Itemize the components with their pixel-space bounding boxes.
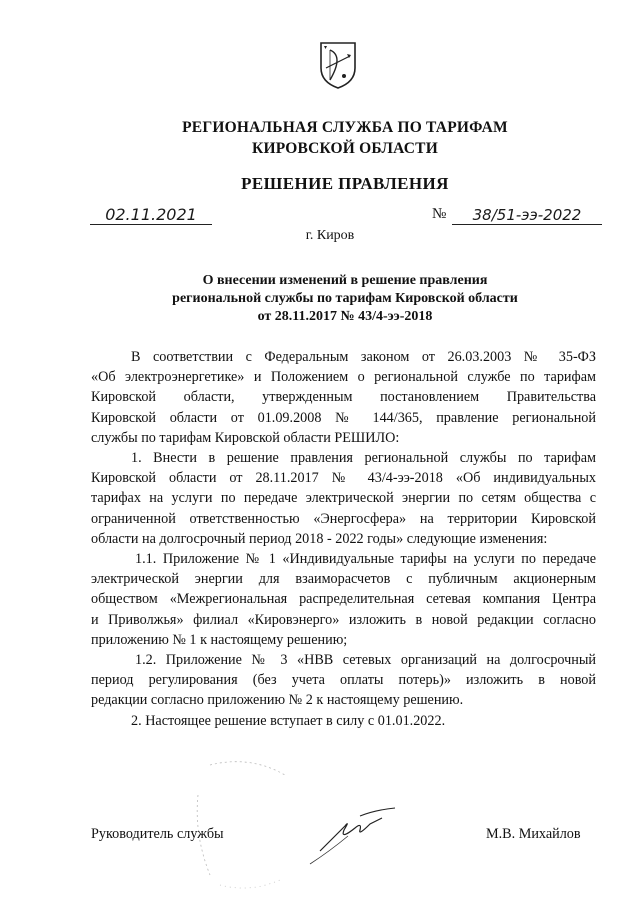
- body-line: электрической энергии для взаиморасчетов с публичным акционерным: [91, 571, 596, 588]
- document-title: [130, 272, 560, 326]
- body-line: обществом «Межрегиональная распределительная сетевая компания Центра: [91, 591, 596, 608]
- title-line: от 28.11.2017 № 43/4-ээ-2018: [257, 309, 433, 324]
- body-line: службы по тарифам Кировской области РЕШИЛО:: [91, 429, 400, 446]
- body-line: «Об электроэнергетике» и Положением о региональной службе по тарифам: [91, 369, 596, 386]
- body-line: Кировской области от 28.11.2017 № 43/4-ээ-2018 «Об индивидуальных: [91, 470, 596, 487]
- number-label: №: [432, 206, 447, 222]
- handwritten-signature: [300, 796, 420, 866]
- body-line: приложению № 1 к настоящему решению;: [91, 631, 348, 648]
- signatory-name: М.В. Михайлов: [486, 826, 581, 842]
- body-line: Кировской области от 01.09.2008 № 144/365, правление региональной: [91, 409, 596, 426]
- body-line: 1.1. Приложение № 1 «Индивидуальные тарифы на услуги по передаче: [135, 551, 596, 568]
- body-line: 1. Внести в решение правления региональной службы по тарифам: [131, 450, 596, 467]
- city: г. Киров: [305, 228, 355, 243]
- body-line: период регулирования (без учета оплаты потерь)» изложить в новой: [91, 672, 596, 689]
- document-date: 02.11.2021: [90, 206, 212, 225]
- organization-name-line1: РЕГИОНАЛЬНАЯ СЛУЖБА ПО ТАРИФАМ: [182, 119, 508, 136]
- body-line: Кировской области, утвержденным постановлением Правительства: [91, 389, 596, 406]
- coat-of-arms-icon: [318, 40, 358, 90]
- title-line: региональной службы по тарифам Кировской области: [172, 291, 518, 306]
- body-line: В соответствии с Федеральным законом от 26.03.2003 № 35-ФЗ: [131, 349, 596, 365]
- body-line: области на долгосрочный период 2018 - 2022 годы» следующие изменения:: [91, 530, 548, 547]
- stamp-imprint: [190, 755, 300, 895]
- document-body: [91, 347, 596, 731]
- body-line: 1.2. Приложение № 3 «НВВ сетевых организаций на долгосрочный: [135, 652, 596, 669]
- signatory-position: Руководитель службы: [91, 826, 224, 842]
- body-line: ограниченной ответственностью «Энергосфера» на территории Кировской: [91, 510, 596, 527]
- body-line: редакции согласно приложению № 2 к настоящему решению.: [91, 692, 464, 709]
- title-line: О внесении изменений в решение правления: [202, 273, 488, 288]
- document-number: 38/51-ээ-2022: [452, 206, 602, 225]
- organization-name-line2: КИРОВСКОЙ ОБЛАСТИ: [252, 140, 438, 157]
- body-line: и Приволжья» филиал «Кировэнерго» изложить в новой редакции согласно: [91, 611, 596, 628]
- body-line: тарифах на услуги по передаче электрической энергии по сетям общества с: [91, 490, 596, 507]
- document-type-heading: РЕШЕНИЕ ПРАВЛЕНИЯ: [241, 174, 449, 193]
- body-line: 2. Настоящее решение вступает в силу с 01.01.2022.: [131, 712, 446, 729]
